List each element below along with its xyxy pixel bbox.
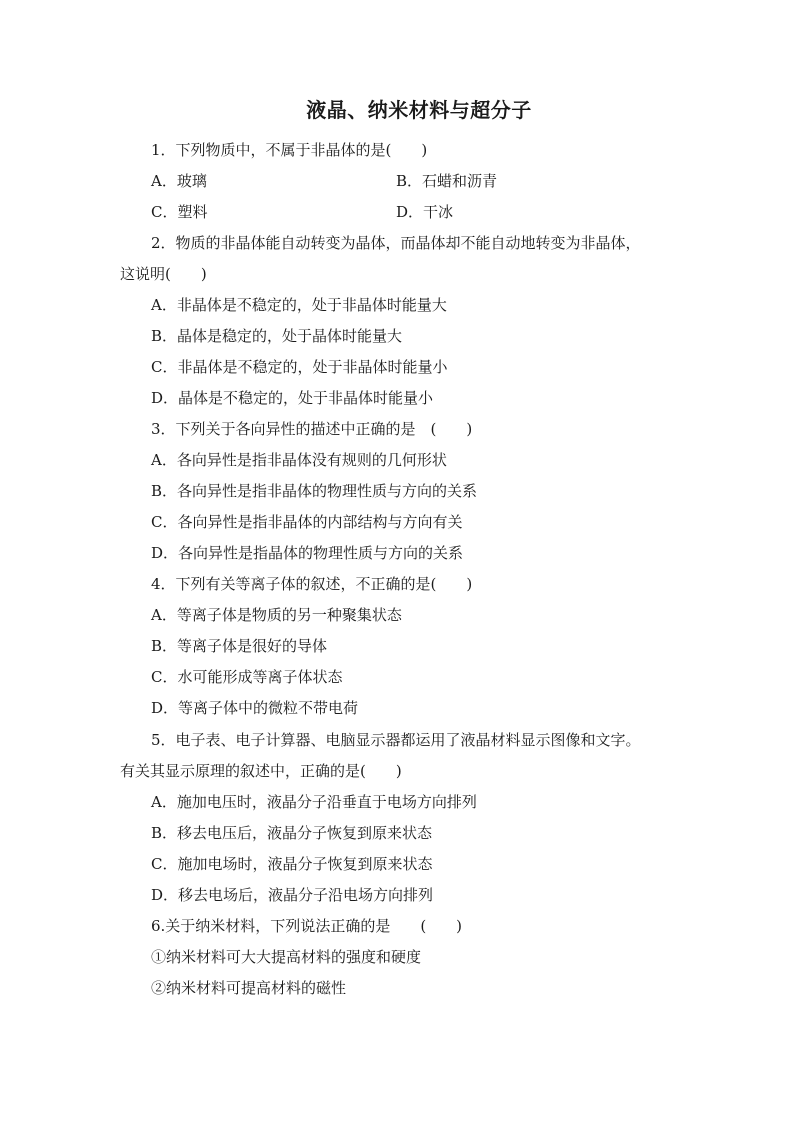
question-5-option-b: B．移去电压后，液晶分子恢复到原来状态 [151,824,433,842]
question-6-statement-1: ①纳米材料可大大提高材料的强度和硬度 [151,948,422,966]
question-4-option-a: A．等离子体是物质的另一种聚集状态 [151,606,402,624]
question-2-option-b: B．晶体是稳定的，处于晶体时能量大 [151,327,403,345]
question-2-stem-line2: 这说明( ) [120,265,207,283]
question-1-option-a: A．玻璃 [151,172,207,190]
question-4-option-d: D．等离子体中的微粒不带电荷 [151,699,359,717]
question-4-option-b: B．等离子体是很好的导体 [151,637,328,655]
question-5-option-c: C．施加电场时，液晶分子恢复到原来状态 [151,855,433,873]
question-3-option-c: C．各向异性是指非晶体的内部结构与方向有关 [151,513,463,531]
question-4-stem: 4．下列有关等离子体的叙述，不正确的是( ) [151,575,473,593]
question-2-option-c: C．非晶体是不稳定的，处于非晶体时能量小 [151,358,448,376]
question-3-stem: 3．下列关于各向异性的描述中正确的是 ( ) [151,420,473,438]
question-6-statement-2: ②纳米材料可提高材料的磁性 [151,979,347,997]
question-5-option-a: A．施加电压时，液晶分子沿垂直于电场方向排列 [151,793,477,811]
question-2-option-d: D．晶体是不稳定的，处于非晶体时能量小 [151,389,434,407]
question-1-option-b: B．石蜡和沥青 [396,172,498,190]
question-2-stem-line1: 2．物质的非晶体能自动转变为晶体，而晶体却不能自动地转变为非晶体， [151,234,641,252]
question-5-stem-line2: 有关其显示原理的叙述中，正确的是( ) [120,762,402,780]
page-title: 液晶、纳米材料与超分子 [306,98,532,122]
question-5-stem-line1: 5．电子表、电子计算器、电脑显示器都运用了液晶材料显示图像和文字。 [151,731,641,749]
question-3-option-a: A．各向异性是指非晶体没有规则的几何形状 [151,451,447,469]
question-2-option-a: A．非晶体是不稳定的，处于非晶体时能量大 [151,296,447,314]
question-3-option-d: D．各向异性是指晶体的物理性质与方向的关系 [151,544,464,562]
question-1-stem: 1．下列物质中，不属于非晶体的是( ) [151,141,428,159]
question-1-option-d: D．干冰 [396,203,454,221]
question-3-option-b: B．各向异性是指非晶体的物理性质与方向的关系 [151,482,478,500]
question-4-option-c: C．水可能形成等离子体状态 [151,668,343,686]
question-6-stem: 6.关于纳米材料，下列说法正确的是 ( ) [151,917,463,935]
question-1-option-c: C．塑料 [151,203,208,221]
question-5-option-d: D．移去电场后，液晶分子沿电场方向排列 [151,886,434,904]
